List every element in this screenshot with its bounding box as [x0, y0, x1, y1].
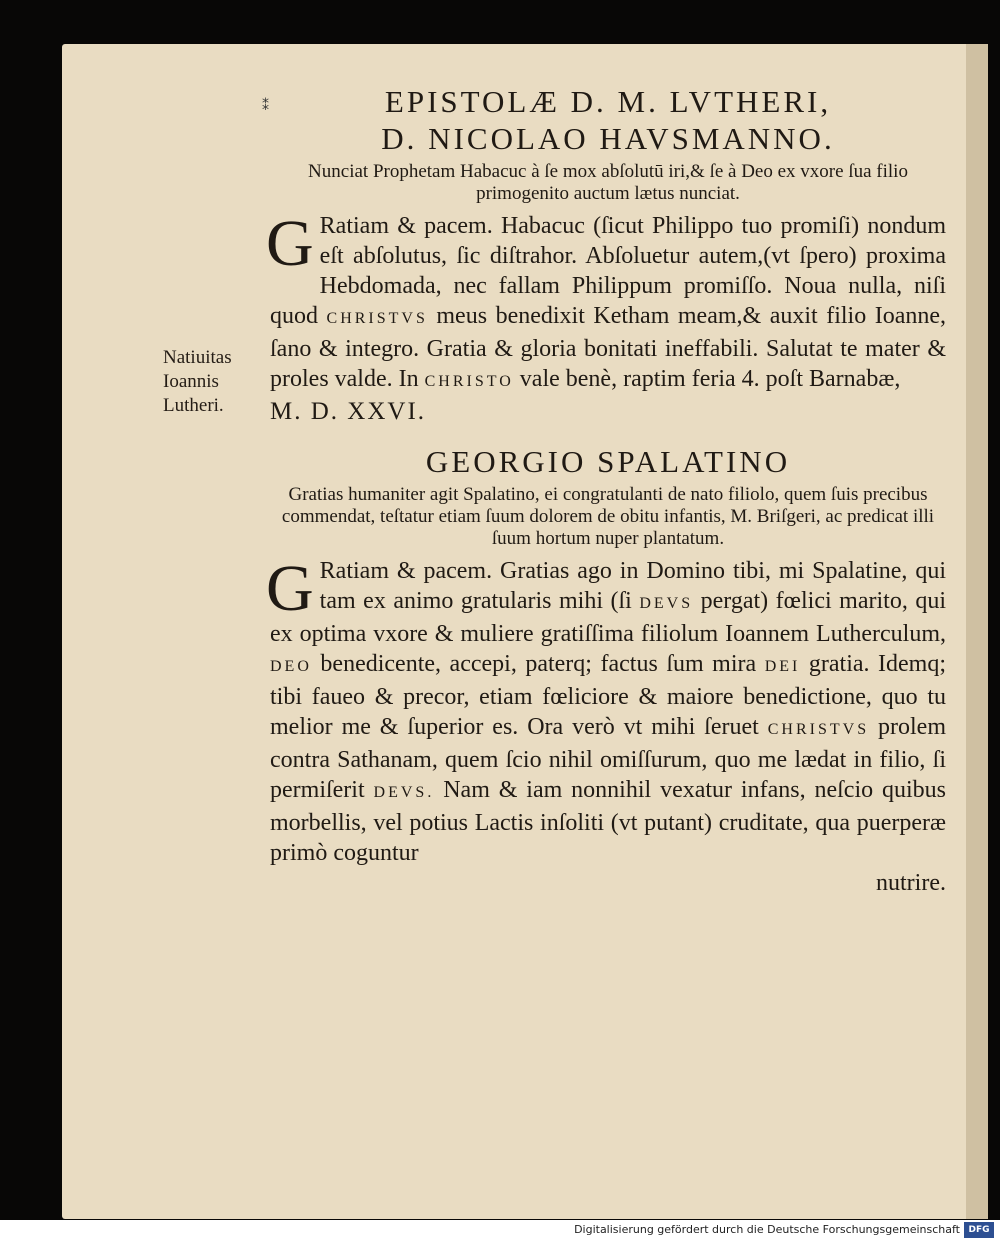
letter-spalatin: [266, 443, 947, 898]
letter-heading-line: EPISTOLÆ D. M. LVTHERI,: [384, 84, 832, 119]
body-text: Ratiam & pacem. Gratias ago in Domino tibi, mi Spalatine, qui tam ex animo gratularis mihi (ſi: [319, 558, 946, 614]
margin-note-line: Lutheri.: [163, 395, 224, 416]
letter-date: M. D. XXVI.: [270, 398, 427, 425]
small-caps-word: CHRISTVS: [326, 310, 428, 327]
small-caps-word: DEO: [270, 658, 312, 675]
margin-note-line: Ioannis: [163, 371, 219, 392]
letter-hausmann: [266, 83, 947, 427]
small-caps-word: CHRISTVS: [767, 721, 870, 738]
page-fold: [966, 44, 988, 1219]
small-caps-word: DEI: [764, 658, 801, 675]
digitization-footer: [0, 1220, 1000, 1241]
body-text: Ratiam & pacem. Habacuc (ſicut Philippo tuo promiſi) nondum eſt abſolutus, ſic diſtrahor. Abſoluetur autem,(vt ſpero) proxima Hebdomada, nec fallam Philippum promiſſo. Noua nulla, niſi quod: [270, 213, 946, 329]
body-text: benedicente, accepi, paterq; factus ſum mira: [320, 651, 757, 677]
dfg-logo-icon[interactable]: DFG: [964, 1222, 994, 1238]
letter-body: [266, 552, 947, 898]
letter-summary: Gratias humaniter agit Spalatino, ei congratulanti de nato filiolo, quem ſuis precibus commendat, teſtatur etiam ſuum dolorem de obitu infantis, M. Briſgeri, ac predicat illi ſuum hortum nuper plantatum.: [281, 484, 935, 549]
printer-mark: ⁑: [262, 99, 269, 114]
footer-credit: Digitalisierung gefördert durch die Deutsche Forschungsgemeinschaft: [574, 1223, 960, 1236]
letter-heading: GEORGIO SPALATINO: [425, 444, 791, 479]
letter-summary: Nunciat Prophetam Habacuc à ſe mox abſolutū iri,& ſe à Deo ex vxore ſua filio primogenito auctum lætus nunciat.: [308, 161, 908, 204]
body-text: pergat) fœlici marito, qui ex optima vxore & muliere gratiſſima filiolum Ioannem Lutherculum,: [270, 588, 946, 647]
body-text: vale benè, raptim feria 4. poſt Barnabæ,: [519, 366, 901, 392]
letter-heading-line: D. NICOLAO HAVSMANNO.: [381, 121, 835, 156]
page-text: [266, 83, 947, 898]
drop-cap: G: [266, 552, 314, 625]
drop-cap: G: [266, 207, 314, 280]
body-text: meus benedixit Ketham meam,& auxit filio Ioanne, ſano & integro. Gratia & gloria bonitati ineffabili. Salutat te mater & proles valde. In: [270, 303, 947, 392]
small-caps-word: CHRISTO: [424, 373, 514, 390]
body-text: prolem contra Sathanam, quem ſcio nihil omiſſurum, quo me lædat in filio, ſi permiſerit: [270, 714, 946, 803]
letter-body: [266, 207, 947, 427]
small-caps-word: DEVS.: [373, 784, 435, 801]
margin-note: [163, 346, 258, 418]
body-text: Nam & iam nonnihil vexatur infans, neſcio quibus morbellis, vel potius Lactis inſoliti (vt putant) cruditate, qua puerperæ primò coguntur: [270, 777, 947, 866]
small-caps-word: DEVS: [639, 595, 694, 612]
margin-note-line: Natiuitas: [163, 347, 232, 368]
body-text: gratia. Idemq; tibi faueo & precor, etiam fœliciore & maiore benedictione, quo tu melior me & ſuperior es. Ora verò vt mihi ſeruet: [270, 651, 947, 740]
catchword: nutrire.: [876, 870, 946, 896]
